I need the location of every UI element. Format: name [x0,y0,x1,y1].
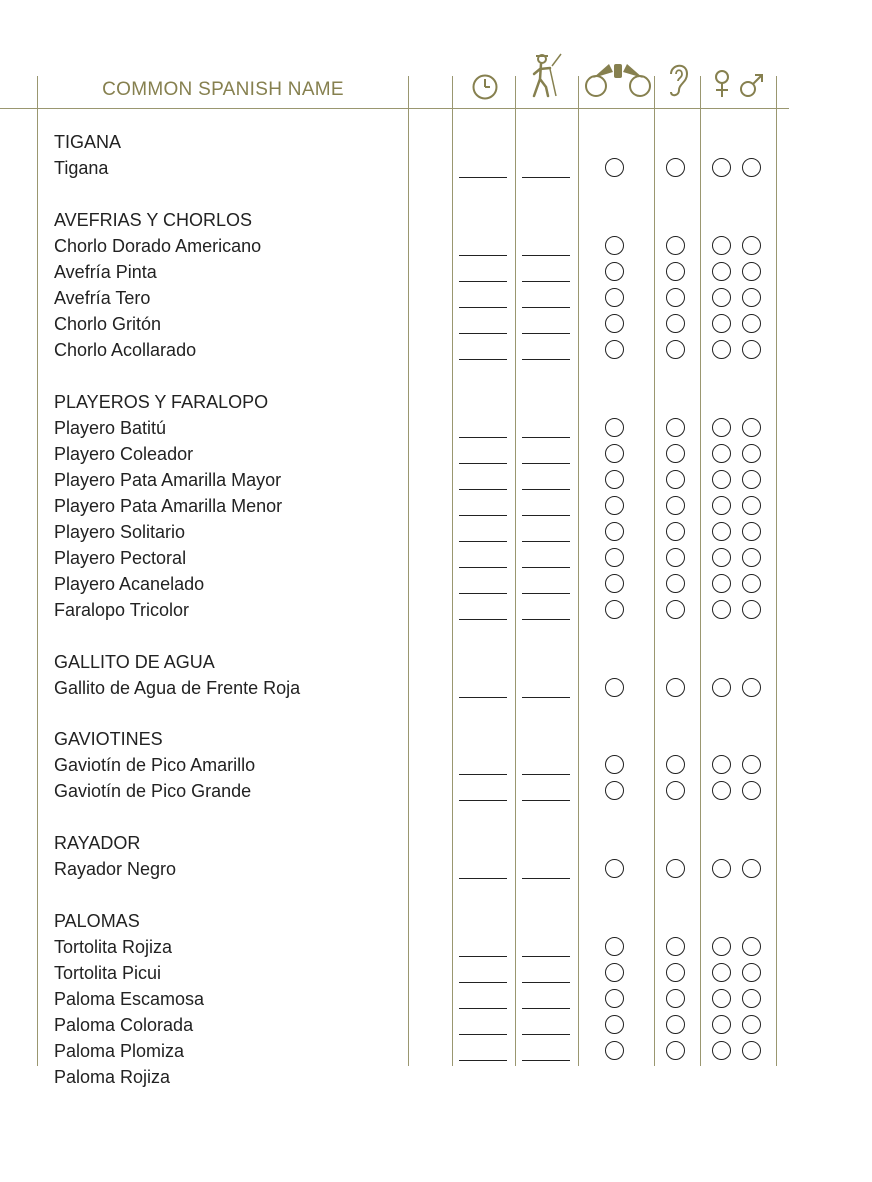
heard-checkbox[interactable] [666,236,685,255]
location-blank[interactable] [522,307,570,308]
female-checkbox[interactable] [712,444,731,463]
location-blank[interactable] [522,619,570,620]
location-blank[interactable] [522,489,570,490]
species-row [0,442,872,468]
species-row [0,935,872,961]
species-row [0,338,872,364]
date-blank[interactable] [459,1034,507,1035]
species-name: Playero Acanelado [54,574,205,594]
group-label: GALLITO DE AGUA [54,652,215,672]
seen-checkbox[interactable] [605,781,624,800]
heard-checkbox[interactable] [666,288,685,307]
date-blank[interactable] [459,982,507,983]
date-blank[interactable] [459,593,507,594]
group-heading [0,130,872,156]
female-checkbox[interactable] [712,859,731,878]
date-blank[interactable] [459,515,507,516]
date-blank[interactable] [459,697,507,698]
species-row [0,494,872,520]
clock-icon [470,72,500,102]
location-blank[interactable] [522,177,570,178]
seen-checkbox[interactable] [605,418,624,437]
group-heading [0,909,872,935]
date-blank[interactable] [459,800,507,801]
location-blank[interactable] [522,255,570,256]
male-checkbox[interactable] [742,444,761,463]
seen-checkbox[interactable] [605,158,624,177]
female-checkbox[interactable] [712,236,731,255]
female-checkbox[interactable] [712,937,731,956]
heard-checkbox[interactable] [666,340,685,359]
heard-checkbox[interactable] [666,1015,685,1034]
species-name: Gaviotín de Pico Grande [54,781,252,801]
heard-checkbox[interactable] [666,496,685,515]
species-name: Paloma Plomiza [54,1041,185,1061]
species-row [0,1039,872,1065]
species-row [0,1065,872,1091]
location-blank[interactable] [522,878,570,879]
species-row [0,572,872,598]
male-checkbox[interactable] [742,470,761,489]
heard-checkbox[interactable] [666,262,685,281]
species-row [0,520,872,546]
location-blank[interactable] [522,333,570,334]
seen-checkbox[interactable] [605,470,624,489]
group-heading [0,727,872,753]
male-checkbox[interactable] [742,340,761,359]
date-blank[interactable] [459,619,507,620]
female-checkbox[interactable] [712,755,731,774]
species-name: Playero Solitario [54,522,186,542]
male-checkbox[interactable] [742,548,761,567]
species-name: Tortolita Picui [54,963,162,983]
date-blank[interactable] [459,489,507,490]
heard-checkbox[interactable] [666,859,685,878]
date-blank[interactable] [459,878,507,879]
date-blank[interactable] [459,1008,507,1009]
male-checkbox[interactable] [742,781,761,800]
date-blank[interactable] [459,281,507,282]
location-blank[interactable] [522,697,570,698]
female-checkbox[interactable] [712,548,731,567]
species-row [0,987,872,1013]
female-checkbox[interactable] [712,262,731,281]
date-blank[interactable] [459,255,507,256]
heard-checkbox[interactable] [666,1041,685,1060]
male-checkbox[interactable] [742,1041,761,1060]
location-blank[interactable] [522,463,570,464]
group-heading [0,390,872,416]
date-blank[interactable] [459,307,507,308]
species-name: Tigana [54,158,109,178]
female-checkbox[interactable] [712,989,731,1008]
species-row [0,234,872,260]
male-checkbox[interactable] [742,574,761,593]
seen-checkbox[interactable] [605,496,624,515]
group-label: RAYADOR [54,833,141,853]
date-blank[interactable] [459,333,507,334]
location-blank[interactable] [522,956,570,957]
male-checkbox[interactable] [742,314,761,333]
location-blank[interactable] [522,437,570,438]
species-row [0,260,872,286]
species-name: Rayador Negro [54,859,177,879]
seen-checkbox[interactable] [605,262,624,281]
seen-checkbox[interactable] [605,548,624,567]
group-heading [0,831,872,857]
seen-checkbox[interactable] [605,859,624,878]
female-checkbox[interactable] [712,340,731,359]
location-blank[interactable] [522,1060,570,1061]
species-name: Playero Pectoral [54,548,187,568]
male-checkbox[interactable] [742,600,761,619]
binoculars-icon [583,60,653,100]
date-blank[interactable] [459,541,507,542]
species-row [0,961,872,987]
species-name: Avefría Tero [54,288,151,308]
heard-checkbox[interactable] [666,444,685,463]
species-row [0,753,872,779]
heard-checkbox[interactable] [666,418,685,437]
male-checkbox[interactable] [742,859,761,878]
species-name: Avefría Pinta [54,262,157,282]
location-blank[interactable] [522,982,570,983]
location-blank[interactable] [522,567,570,568]
heard-checkbox[interactable] [666,548,685,567]
date-blank[interactable] [459,177,507,178]
female-checkbox[interactable] [712,418,731,437]
male-checkbox[interactable] [742,1015,761,1034]
date-blank[interactable] [459,437,507,438]
heard-checkbox[interactable] [666,755,685,774]
species-name: Paloma Rojiza [54,1067,171,1087]
location-blank[interactable] [522,359,570,360]
species-row [0,676,872,702]
male-checkbox[interactable] [742,288,761,307]
species-name: Playero Coleador [54,444,194,464]
species-name: Chorlo Acollarado [54,340,197,360]
female-male-icon [710,68,770,102]
group-heading [0,208,872,234]
date-blank[interactable] [459,567,507,568]
female-checkbox[interactable] [712,600,731,619]
male-checkbox[interactable] [742,262,761,281]
group-label: PLAYEROS Y FARALOPO [54,392,269,412]
heard-checkbox[interactable] [666,314,685,333]
heard-checkbox[interactable] [666,522,685,541]
column-title: COMMON SPANISH NAME [102,79,344,100]
date-blank[interactable] [459,956,507,957]
seen-checkbox[interactable] [605,755,624,774]
location-blank[interactable] [522,541,570,542]
species-name: Gaviotín de Pico Amarillo [54,755,256,775]
species-row [0,416,872,442]
female-checkbox[interactable] [712,574,731,593]
seen-checkbox[interactable] [605,444,624,463]
seen-checkbox[interactable] [605,340,624,359]
seen-checkbox[interactable] [605,522,624,541]
location-blank[interactable] [522,800,570,801]
heard-checkbox[interactable] [666,574,685,593]
date-blank[interactable] [459,774,507,775]
male-checkbox[interactable] [742,158,761,177]
species-name: Tortolita Rojiza [54,937,173,957]
header-rule [0,108,789,109]
seen-checkbox[interactable] [605,989,624,1008]
heard-checkbox[interactable] [666,781,685,800]
date-blank[interactable] [459,1060,507,1061]
heard-checkbox[interactable] [666,470,685,489]
ear-icon [663,60,693,100]
species-name: Gallito de Agua de Frente Roja [54,678,301,698]
heard-checkbox[interactable] [666,678,685,697]
female-checkbox[interactable] [712,496,731,515]
species-row [0,779,872,805]
female-checkbox[interactable] [712,1041,731,1060]
male-checkbox[interactable] [742,496,761,515]
female-checkbox[interactable] [712,158,731,177]
date-blank[interactable] [459,463,507,464]
heard-checkbox[interactable] [666,937,685,956]
location-blank[interactable] [522,593,570,594]
male-checkbox[interactable] [742,418,761,437]
species-row [0,286,872,312]
heard-checkbox[interactable] [666,963,685,982]
species-row [0,156,872,182]
female-checkbox[interactable] [712,522,731,541]
seen-checkbox[interactable] [605,600,624,619]
location-blank[interactable] [522,1034,570,1035]
location-blank[interactable] [522,774,570,775]
date-blank[interactable] [459,359,507,360]
female-checkbox[interactable] [712,288,731,307]
species-row [0,1013,872,1039]
seen-checkbox[interactable] [605,1015,624,1034]
seen-checkbox[interactable] [605,937,624,956]
location-blank[interactable] [522,1008,570,1009]
species-name: Faralopo Tricolor [54,600,190,620]
female-checkbox[interactable] [712,314,731,333]
female-checkbox[interactable] [712,963,731,982]
species-name: Paloma Escamosa [54,989,205,1009]
female-checkbox[interactable] [712,678,731,697]
seen-checkbox[interactable] [605,236,624,255]
group-heading [0,650,872,676]
species-name: Paloma Colorada [54,1015,194,1035]
heard-checkbox[interactable] [666,989,685,1008]
species-row [0,857,872,883]
species-row [0,598,872,624]
location-blank[interactable] [522,515,570,516]
female-checkbox[interactable] [712,1015,731,1034]
heard-checkbox[interactable] [666,600,685,619]
species-row [0,468,872,494]
species-name: Playero Pata Amarilla Menor [54,496,283,516]
seen-checkbox[interactable] [605,574,624,593]
group-label: AVEFRIAS Y CHORLOS [54,210,253,230]
location-blank[interactable] [522,281,570,282]
species-name: Chorlo Gritón [54,314,162,334]
male-checkbox[interactable] [742,755,761,774]
male-checkbox[interactable] [742,989,761,1008]
group-label: PALOMAS [54,911,140,931]
species-name: Playero Pata Amarilla Mayor [54,470,282,490]
male-checkbox[interactable] [742,963,761,982]
species-row [0,312,872,338]
seen-checkbox[interactable] [605,314,624,333]
seen-checkbox[interactable] [605,288,624,307]
male-checkbox[interactable] [742,937,761,956]
male-checkbox[interactable] [742,522,761,541]
male-checkbox[interactable] [742,678,761,697]
species-name: Playero Batitú [54,418,167,438]
female-checkbox[interactable] [712,781,731,800]
male-checkbox[interactable] [742,236,761,255]
group-label: GAVIOTINES [54,729,163,749]
group-label: TIGANA [54,132,122,152]
seen-checkbox[interactable] [605,678,624,697]
female-checkbox[interactable] [712,470,731,489]
species-name: Chorlo Dorado Americano [54,236,262,256]
species-row [0,546,872,572]
seen-checkbox[interactable] [605,963,624,982]
seen-checkbox[interactable] [605,1041,624,1060]
hiker-icon [526,52,566,100]
heard-checkbox[interactable] [666,158,685,177]
